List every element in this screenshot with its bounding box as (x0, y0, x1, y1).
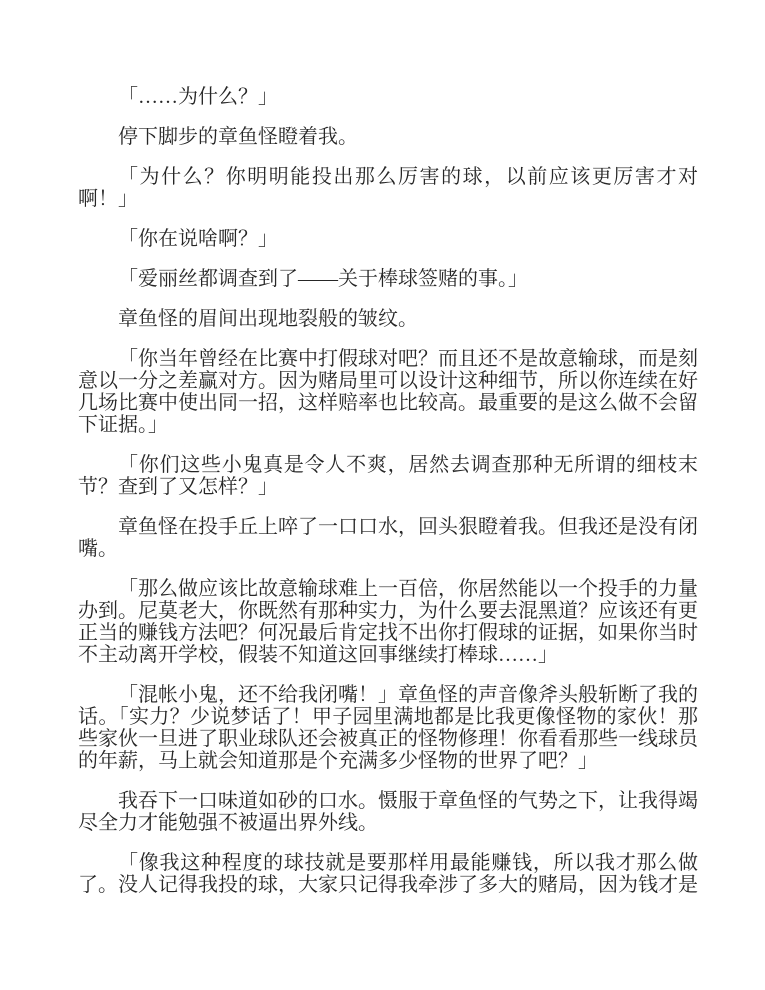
paragraph-3: 「为什么？你明明能投出那么厉害的球，以前应该更厉害才对啊！」 (78, 166, 698, 210)
paragraph-11: 「混帐小鬼，还不给我闭嘴！」章鱼怪的声音像斧头般斩断了我的话。「实力？少说梦话了！甲子园里满地都是比我更像怪物的家伙！那些家伙一旦进了职业球队还会被真正的怪物修理！你看看那些一线球员的年薪，马上就会知道那是个充满多少怪物的世界了吧？」 (78, 684, 698, 772)
paragraph-6: 章鱼怪的眉间出现地裂般的皱纹。 (118, 308, 418, 330)
paragraph-8: 「你们这些小鬼真是令人不爽，居然去调查那种无所谓的细枝末节？查到了又怎样？」 (78, 454, 698, 498)
paragraph-5: 「爱丽丝都调查到了——关于棒球签赌的事。」 (118, 268, 528, 290)
paragraph-10: 「那么做应该比故意输球难上一百倍，你居然能以一个投手的力量办到。尼莫老大，你既然有那种实力，为什么要去混黑道？应该还有更正当的赚钱方法吧？何况最后肯定找不出你打假球的证据，如果你当时不主动离开学校，假装不知道这回事继续打棒球……」 (78, 578, 698, 666)
paragraph-2: 停下脚步的章鱼怪瞪着我。 (118, 126, 358, 148)
paragraph-1: 「……为什么？」 (118, 86, 278, 108)
paragraph-12: 我吞下一口味道如砂的口水。慑服于章鱼怪的气势之下，让我得竭尽全力才能勉强不被逼出界外线。 (78, 790, 698, 834)
text-block (78, 86, 698, 896)
paragraph-4: 「你在说啥啊？」 (118, 228, 278, 250)
paragraph-7: 「你当年曾经在比赛中打假球对吧？而且还不是故意输球，而是刻意以一分之差赢对方。因为赌局里可以设计这种细节，所以你连续在好几场比赛中使出同一招，这样赔率也比较高。最重要的是这么做不会留下证据。」 (78, 348, 698, 436)
paragraph-13: 「像我这种程度的球技就是要那样用最能赚钱，所以我才那么做了。没人记得我投的球，大家只记得我牵涉了多大的赌局，因为钱才是 (78, 852, 698, 896)
paragraph-9: 章鱼怪在投手丘上啐了一口口水，回头狠瞪着我。但我还是没有闭嘴。 (78, 516, 698, 560)
